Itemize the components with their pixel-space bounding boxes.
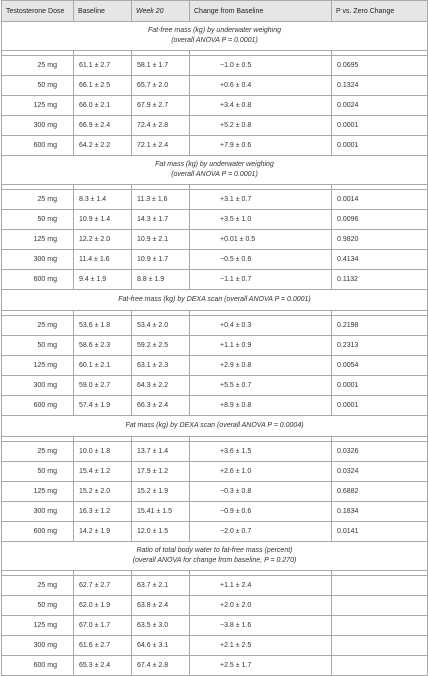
dose-cell: 600 mg <box>2 656 74 676</box>
week20-cell: 65.7 ± 2.0 <box>132 76 190 96</box>
week20-cell: 64.6 ± 3.1 <box>132 636 190 656</box>
change-cell: +0.01 ± 0.5 <box>190 230 332 250</box>
week20-cell: 13.7 ± 1.4 <box>132 442 190 462</box>
week20-cell: 8.8 ± 1.9 <box>132 270 190 290</box>
baseline-cell: 61.1 ± 2.7 <box>74 56 132 76</box>
section-header-row <box>2 22 428 51</box>
section-title-line: (overall ANOVA P = 0.0001) <box>171 171 258 178</box>
table-row <box>2 576 428 596</box>
table-row <box>2 250 428 270</box>
section-title <box>2 156 428 185</box>
change-cell: +3.1 ± 0.7 <box>190 190 332 210</box>
header-row <box>2 1 428 22</box>
pvalue-cell: 0.0001 <box>332 376 428 396</box>
week20-cell: 63.8 ± 2.4 <box>132 596 190 616</box>
baseline-cell: 12.2 ± 2.0 <box>74 230 132 250</box>
change-cell: +5.2 ± 0.8 <box>190 116 332 136</box>
dose-cell: 25 mg <box>2 190 74 210</box>
table-row <box>2 270 428 290</box>
dose-cell: 25 mg <box>2 56 74 76</box>
baseline-cell: 15.4 ± 1.2 <box>74 462 132 482</box>
baseline-cell: 66.1 ± 2.5 <box>74 76 132 96</box>
dose-cell: 50 mg <box>2 462 74 482</box>
dose-cell: 50 mg <box>2 596 74 616</box>
baseline-cell: 62.7 ± 2.7 <box>74 576 132 596</box>
baseline-cell: 53.6 ± 1.8 <box>74 316 132 336</box>
pvalue-cell: 0.2313 <box>332 336 428 356</box>
table-row <box>2 76 428 96</box>
week20-cell: 63.7 ± 2.1 <box>132 576 190 596</box>
dose-cell: 25 mg <box>2 576 74 596</box>
pvalue-cell: 0.0141 <box>332 522 428 542</box>
pvalue-cell <box>332 636 428 656</box>
pvalue-cell: 0.0001 <box>332 136 428 156</box>
pvalue-cell: 0.0054 <box>332 356 428 376</box>
dose-cell: 300 mg <box>2 636 74 656</box>
baseline-cell: 64.2 ± 2.2 <box>74 136 132 156</box>
week20-cell: 12.0 ± 1.5 <box>132 522 190 542</box>
dose-cell: 300 mg <box>2 376 74 396</box>
table-row <box>2 656 428 676</box>
table-row <box>2 230 428 250</box>
pvalue-cell: 0.0324 <box>332 462 428 482</box>
pvalue-cell: 0.0001 <box>332 116 428 136</box>
baseline-cell: 57.4 ± 1.9 <box>74 396 132 416</box>
dose-cell: 125 mg <box>2 356 74 376</box>
section-title-line: Fat mass (kg) by DEXA scan (overall ANOVA P = 0.0004) <box>125 422 304 429</box>
pvalue-cell: 0.0014 <box>332 190 428 210</box>
baseline-cell: 67.0 ± 1.7 <box>74 616 132 636</box>
table-row <box>2 116 428 136</box>
section-title-line: Fat-free mass (kg) by DEXA scan (overall ANOVA P = 0.0001) <box>118 296 311 303</box>
baseline-cell: 10.0 ± 1.8 <box>74 442 132 462</box>
change-cell: +3.4 ± 0.8 <box>190 96 332 116</box>
week20-cell: 15.2 ± 1.9 <box>132 482 190 502</box>
week20-cell: 66.3 ± 2.4 <box>132 396 190 416</box>
week20-cell: 58.1 ± 1.7 <box>132 56 190 76</box>
table-row <box>2 190 428 210</box>
pvalue-cell: 0.1132 <box>332 270 428 290</box>
table-row <box>2 376 428 396</box>
week20-cell: 59.2 ± 2.5 <box>132 336 190 356</box>
baseline-cell: 16.3 ± 1.2 <box>74 502 132 522</box>
pvalue-cell: 0.1834 <box>332 502 428 522</box>
baseline-cell: 65.3 ± 2.4 <box>74 656 132 676</box>
table-row <box>2 316 428 336</box>
week20-cell: 67.9 ± 2.7 <box>132 96 190 116</box>
section-title <box>2 22 428 51</box>
change-cell: −1.0 ± 0.5 <box>190 56 332 76</box>
dose-cell: 300 mg <box>2 250 74 270</box>
dose-cell: 125 mg <box>2 96 74 116</box>
table-row <box>2 56 428 76</box>
section-title <box>2 416 428 437</box>
change-cell: −2.0 ± 0.7 <box>190 522 332 542</box>
week20-cell: 17.9 ± 1.2 <box>132 462 190 482</box>
baseline-cell: 66.9 ± 2.4 <box>74 116 132 136</box>
baseline-cell: 14.2 ± 1.9 <box>74 522 132 542</box>
table-row <box>2 136 428 156</box>
change-cell: +1.1 ± 2.4 <box>190 576 332 596</box>
table-row <box>2 482 428 502</box>
change-cell: −0.3 ± 0.8 <box>190 482 332 502</box>
dose-cell: 600 mg <box>2 270 74 290</box>
pvalue-cell <box>332 596 428 616</box>
dose-cell: 125 mg <box>2 616 74 636</box>
table-row <box>2 442 428 462</box>
week20-cell: 14.3 ± 1.7 <box>132 210 190 230</box>
table-row <box>2 336 428 356</box>
section-title-line: (overall ANOVA P = 0.0001) <box>171 37 258 44</box>
baseline-cell: 58.6 ± 2.3 <box>74 336 132 356</box>
section-title <box>2 290 428 311</box>
table-row <box>2 396 428 416</box>
table-row <box>2 616 428 636</box>
change-cell: −3.8 ± 1.6 <box>190 616 332 636</box>
baseline-cell: 61.6 ± 2.7 <box>74 636 132 656</box>
change-cell: +2.6 ± 1.0 <box>190 462 332 482</box>
week20-cell: 72.1 ± 2.4 <box>132 136 190 156</box>
baseline-cell: 8.3 ± 1.4 <box>74 190 132 210</box>
change-cell: +0.4 ± 0.3 <box>190 316 332 336</box>
dose-cell: 600 mg <box>2 136 74 156</box>
baseline-cell: 11.4 ± 1.6 <box>74 250 132 270</box>
pvalue-cell: 0.0096 <box>332 210 428 230</box>
table-row <box>2 636 428 656</box>
change-cell: +7.9 ± 0.6 <box>190 136 332 156</box>
week20-cell: 72.4 ± 2.8 <box>132 116 190 136</box>
pvalue-cell: 0.4134 <box>332 250 428 270</box>
header-change: Change from Baseline <box>190 1 332 22</box>
pvalue-cell: 0.0695 <box>332 56 428 76</box>
results-table-container <box>1 0 427 676</box>
change-cell: +1.1 ± 0.9 <box>190 336 332 356</box>
section-title-line: Ratio of total body water to fat-free mass (percent) <box>136 547 293 554</box>
pvalue-cell: 0.1324 <box>332 76 428 96</box>
week20-cell: 63.5 ± 3.0 <box>132 616 190 636</box>
change-cell: −0.5 ± 0.6 <box>190 250 332 270</box>
dose-cell: 600 mg <box>2 396 74 416</box>
table-body <box>2 22 428 676</box>
section-title <box>2 542 428 571</box>
change-cell: +2.9 ± 0.8 <box>190 356 332 376</box>
table-row <box>2 356 428 376</box>
baseline-cell: 59.0 ± 2.7 <box>74 376 132 396</box>
dose-cell: 25 mg <box>2 316 74 336</box>
pvalue-cell: 0.9820 <box>332 230 428 250</box>
baseline-cell: 66.0 ± 2.1 <box>74 96 132 116</box>
pvalue-cell <box>332 656 428 676</box>
pvalue-cell: 0.0001 <box>332 396 428 416</box>
dose-cell: 300 mg <box>2 116 74 136</box>
dose-cell: 50 mg <box>2 336 74 356</box>
header-dose: Testosterone Dose <box>2 1 74 22</box>
header-pvalue: P vs. Zero Change <box>332 1 428 22</box>
week20-cell: 10.9 ± 2.1 <box>132 230 190 250</box>
change-cell: −1.1 ± 0.7 <box>190 270 332 290</box>
baseline-cell: 15.2 ± 2.0 <box>74 482 132 502</box>
change-cell: +2.5 ± 1.7 <box>190 656 332 676</box>
results-table <box>1 0 428 676</box>
section-header-row <box>2 416 428 437</box>
change-cell: −0.9 ± 0.6 <box>190 502 332 522</box>
change-cell: +2.1 ± 2.5 <box>190 636 332 656</box>
week20-cell: 10.9 ± 1.7 <box>132 250 190 270</box>
change-cell: +3.5 ± 1.0 <box>190 210 332 230</box>
dose-cell: 300 mg <box>2 502 74 522</box>
section-header-row <box>2 156 428 185</box>
baseline-cell: 62.0 ± 1.9 <box>74 596 132 616</box>
pvalue-cell: 0.6882 <box>332 482 428 502</box>
header-baseline: Baseline <box>74 1 132 22</box>
week20-cell: 63.1 ± 2.3 <box>132 356 190 376</box>
change-cell: +8.9 ± 0.8 <box>190 396 332 416</box>
dose-cell: 125 mg <box>2 482 74 502</box>
week20-cell: 67.4 ± 2.8 <box>132 656 190 676</box>
baseline-cell: 60.1 ± 2.1 <box>74 356 132 376</box>
table-row <box>2 210 428 230</box>
week20-cell: 64.3 ± 2.2 <box>132 376 190 396</box>
baseline-cell: 9.4 ± 1.9 <box>74 270 132 290</box>
section-header-row <box>2 542 428 571</box>
table-row <box>2 596 428 616</box>
baseline-cell: 10.9 ± 1.4 <box>74 210 132 230</box>
dose-cell: 125 mg <box>2 230 74 250</box>
dose-cell: 50 mg <box>2 76 74 96</box>
pvalue-cell: 0.0024 <box>332 96 428 116</box>
section-title-line: (overall ANOVA for change from baseline, P = 0.270) <box>132 557 297 564</box>
pvalue-cell <box>332 576 428 596</box>
change-cell: +3.6 ± 1.5 <box>190 442 332 462</box>
change-cell: +5.5 ± 0.7 <box>190 376 332 396</box>
dose-cell: 600 mg <box>2 522 74 542</box>
pvalue-cell <box>332 616 428 636</box>
pvalue-cell: 0.0326 <box>332 442 428 462</box>
table-row <box>2 522 428 542</box>
dose-cell: 50 mg <box>2 210 74 230</box>
table-row <box>2 462 428 482</box>
section-header-row <box>2 290 428 311</box>
week20-cell: 11.3 ± 1.6 <box>132 190 190 210</box>
section-title-line: Fat mass (kg) by underwater weighing <box>155 161 274 168</box>
header-week20: Week 20 <box>132 1 190 22</box>
table-row <box>2 96 428 116</box>
dose-cell: 25 mg <box>2 442 74 462</box>
pvalue-cell: 0.2198 <box>332 316 428 336</box>
table-row <box>2 502 428 522</box>
week20-cell: 53.4 ± 2.0 <box>132 316 190 336</box>
week20-cell: 15.41 ± 1.5 <box>132 502 190 522</box>
change-cell: +2.0 ± 2.0 <box>190 596 332 616</box>
section-title-line: Fat-free mass (kg) by underwater weighing <box>147 27 282 34</box>
change-cell: +0.6 ± 0.4 <box>190 76 332 96</box>
